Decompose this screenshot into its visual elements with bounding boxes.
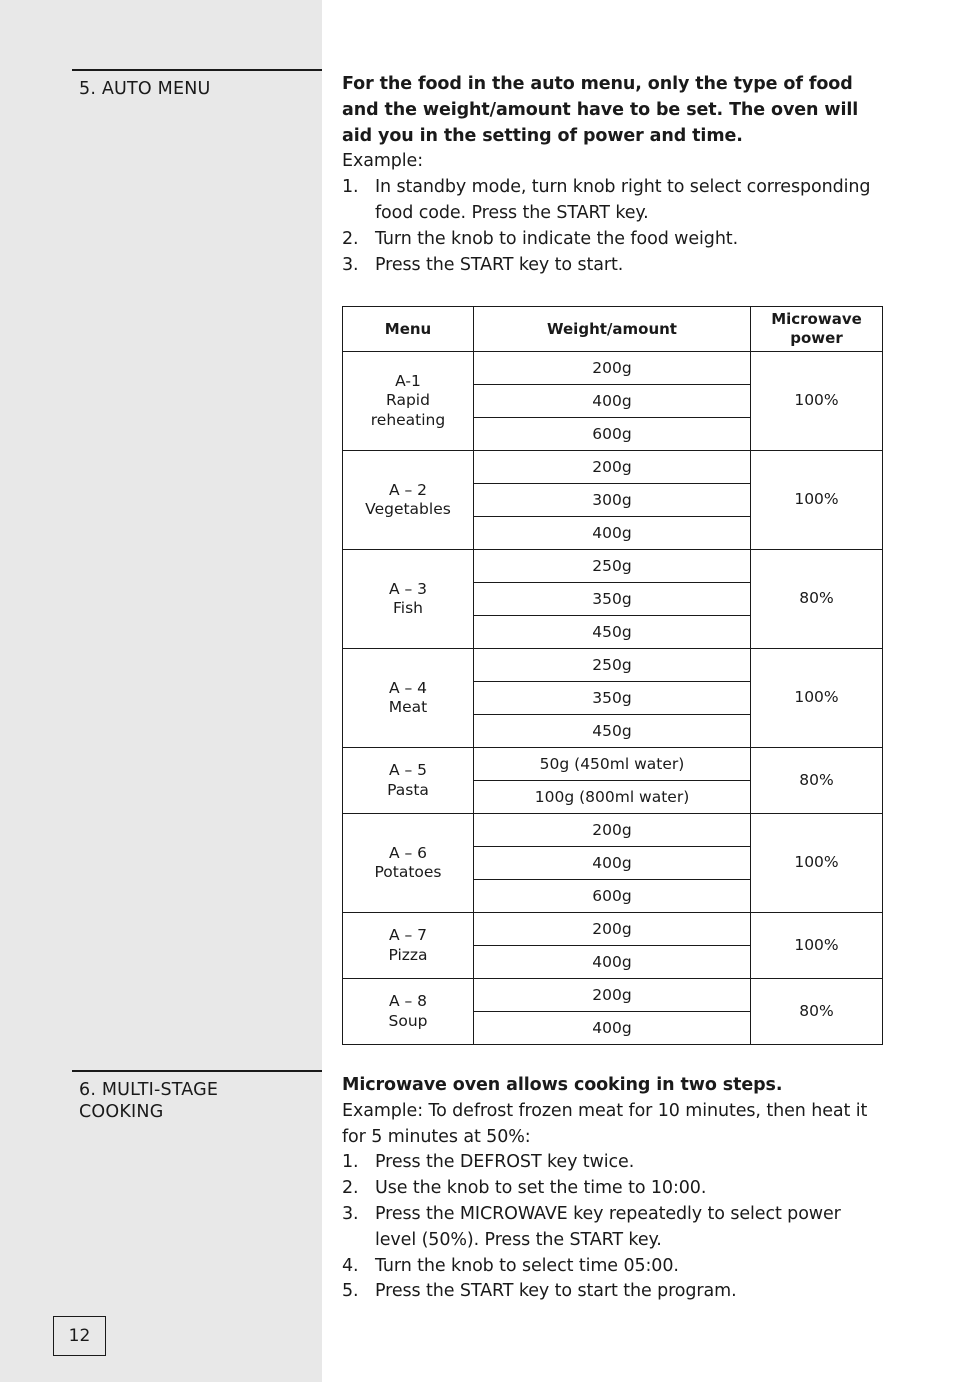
weight-cell: 100g (800ml water) xyxy=(474,781,751,814)
list-item xyxy=(342,1279,887,1305)
table-row xyxy=(343,913,883,946)
weight-cell: 350g xyxy=(474,682,751,715)
step-text: Press the DEFROST key twice. xyxy=(375,1152,635,1173)
section-heading-multi-stage xyxy=(72,1070,322,1123)
section-heading-auto-menu xyxy=(72,69,322,100)
weight-cell: 400g xyxy=(474,946,751,979)
menu-name: Meat xyxy=(388,698,428,716)
list-item xyxy=(342,1150,887,1176)
step-number: 3. xyxy=(342,1203,359,1224)
menu-cell xyxy=(343,550,474,649)
power-cell: 80% xyxy=(751,979,883,1045)
table-body xyxy=(343,352,883,1045)
menu-code: A – 7 xyxy=(388,926,428,944)
menu-cell xyxy=(343,649,474,748)
sidebar xyxy=(0,0,322,1382)
multi-stage-body xyxy=(342,1073,887,1305)
auto-menu-steps xyxy=(342,175,887,278)
menu-name: Pizza xyxy=(388,945,428,964)
menu-code: A – 3 xyxy=(388,579,428,598)
table-row xyxy=(343,550,883,583)
step-text: Turn the knob to indicate the food weight. xyxy=(375,228,739,249)
header-menu: Menu xyxy=(343,307,474,352)
step-number: 3. xyxy=(342,254,359,275)
step-number: 4. xyxy=(342,1255,359,1276)
power-cell: 100% xyxy=(751,913,883,979)
weight-cell: 400g xyxy=(474,385,751,418)
menu-cell xyxy=(343,451,474,550)
page-number xyxy=(53,1316,106,1356)
menu-cell xyxy=(343,352,474,451)
power-cell: 100% xyxy=(751,451,883,550)
menu-name: Soup xyxy=(388,1011,428,1030)
step-text: Use the knob to set the time to 10:00. xyxy=(375,1178,707,1199)
multi-stage-steps xyxy=(342,1150,887,1305)
menu-code: A – 6 xyxy=(388,843,428,862)
menu-name: Rapid reheating xyxy=(370,391,446,429)
menu-name: Pasta xyxy=(387,780,429,799)
step-text: In standby mode, turn knob right to select corresponding food code. Press the START key. xyxy=(375,177,871,223)
auto-menu-table xyxy=(342,306,883,1045)
weight-cell: 300g xyxy=(474,484,751,517)
weight-cell: 400g xyxy=(474,517,751,550)
header-weight: Weight/amount xyxy=(474,307,751,352)
step-text: Turn the knob to select time 05:00. xyxy=(375,1255,679,1276)
step-text: Press the START key to start the program. xyxy=(375,1281,737,1302)
table-row xyxy=(343,979,883,1012)
list-item xyxy=(342,1176,887,1202)
step-number: 2. xyxy=(342,228,359,249)
power-cell: 100% xyxy=(751,352,883,451)
power-cell: 100% xyxy=(751,814,883,913)
auto-menu-body xyxy=(342,72,887,278)
menu-cell xyxy=(343,913,474,979)
power-cell: 100% xyxy=(751,649,883,748)
weight-cell: 450g xyxy=(474,715,751,748)
weight-cell: 600g xyxy=(474,880,751,913)
auto-menu-intro: For the food in the auto menu, only the type of food and the weight/amount have to be set. The oven will aid you in the setting of power and time. xyxy=(342,74,859,146)
step-number: 1. xyxy=(342,177,359,198)
step-number: 1. xyxy=(342,1152,359,1173)
table-row xyxy=(343,451,883,484)
weight-cell: 200g xyxy=(474,451,751,484)
section-title-line1: 6. MULTI-STAGE xyxy=(79,1080,219,1100)
multi-stage-example: Example: To defrost frozen meat for 10 minutes, then heat it for 5 minutes at 50%: xyxy=(342,1100,868,1147)
weight-cell: 50g (450ml water) xyxy=(474,748,751,781)
weight-cell: 250g xyxy=(474,649,751,682)
list-item xyxy=(342,1202,887,1254)
weight-cell: 450g xyxy=(474,616,751,649)
weight-cell: 200g xyxy=(474,352,751,385)
section-title: 5. AUTO MENU xyxy=(79,79,211,99)
example-label: Example: xyxy=(342,151,424,172)
step-text: Press the START key to start. xyxy=(375,254,624,275)
table-row xyxy=(343,814,883,847)
page-number-text: 12 xyxy=(68,1326,91,1346)
weight-cell: 200g xyxy=(474,913,751,946)
step-text: Press the MICROWAVE key repeatedly to select power level (50%). Press the START key. xyxy=(375,1203,841,1250)
menu-name: Fish xyxy=(393,599,423,617)
power-cell: 80% xyxy=(751,550,883,649)
weight-cell: 600g xyxy=(474,418,751,451)
section-title-line2: COOKING xyxy=(79,1102,164,1122)
header-power: Microwave power xyxy=(751,307,883,352)
table-row xyxy=(343,649,883,682)
menu-code: A-1 xyxy=(395,371,421,390)
menu-code: A – 2 xyxy=(388,480,428,499)
menu-cell xyxy=(343,748,474,814)
weight-cell: 350g xyxy=(474,583,751,616)
weight-cell: 400g xyxy=(474,1012,751,1045)
table-header-row xyxy=(343,307,883,352)
step-number: 2. xyxy=(342,1178,359,1199)
list-item xyxy=(342,1254,887,1280)
weight-cell: 400g xyxy=(474,847,751,880)
weight-cell: 200g xyxy=(474,979,751,1012)
menu-name: Vegetables xyxy=(365,500,451,518)
menu-name: Potatoes xyxy=(374,863,442,881)
power-cell: 80% xyxy=(751,748,883,814)
list-item xyxy=(342,253,887,279)
step-number: 5. xyxy=(342,1281,359,1302)
list-item xyxy=(342,227,887,253)
multi-stage-intro: Microwave oven allows cooking in two steps. xyxy=(342,1075,783,1095)
weight-cell: 250g xyxy=(474,550,751,583)
menu-code: A – 5 xyxy=(388,761,428,779)
table-row xyxy=(343,748,883,781)
list-item xyxy=(342,175,887,227)
menu-code: A – 8 xyxy=(388,992,428,1010)
weight-cell: 200g xyxy=(474,814,751,847)
table-row xyxy=(343,352,883,385)
menu-code: A – 4 xyxy=(388,678,428,697)
menu-cell xyxy=(343,814,474,913)
menu-cell xyxy=(343,979,474,1045)
